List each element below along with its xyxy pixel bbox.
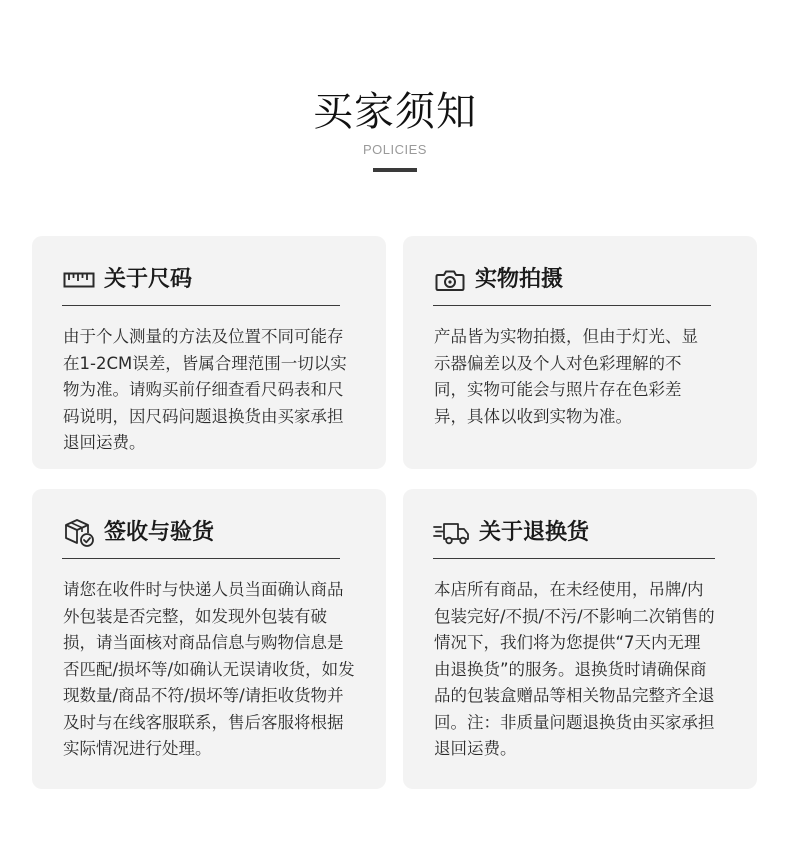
card-title: 实物拍摄 <box>475 267 564 292</box>
page-title: 买家须知 <box>313 89 477 135</box>
card-header <box>62 515 214 551</box>
card-text: 产品皆为实物拍摄，但由于灯光、显示器偏差以及个人对色彩理解的不同，实物可能会与照片存在色彩差异，具体以收到实物为准。 <box>434 327 698 426</box>
card-title: 关于退换货 <box>479 520 590 545</box>
card-sizing <box>32 236 386 469</box>
card-title: 签收与验货 <box>104 520 215 545</box>
card-returns <box>403 489 757 789</box>
package-check-icon <box>62 516 96 550</box>
camera-icon <box>433 263 467 297</box>
page-subtitle: POLICIES <box>363 142 427 157</box>
card-header <box>62 262 192 298</box>
card-divider <box>433 305 711 306</box>
card-header <box>433 515 589 551</box>
card-title: 关于尺码 <box>104 267 193 292</box>
card-divider <box>433 558 715 559</box>
card-divider <box>62 558 340 559</box>
card-photography <box>403 236 757 469</box>
card-header <box>433 262 563 298</box>
title-underline <box>373 168 417 172</box>
delivery-truck-icon <box>433 516 471 550</box>
card-text: 由于个人测量的方法及位置不同可能存在1-2CM误差，皆属合理范围一切以实物为准。请购买前仔细查看尺码表和尺码说明，因尺码问题退换货由买家承担退回运费。 <box>63 327 347 452</box>
card-divider <box>62 305 340 306</box>
card-text: 本店所有商品，在未经使用，吊牌/内包装完好/不损/不污/不影响二次销售的情况下，我们将为您提供“7天内无理由退换货”的服务。退换货时请确保商品的包装盒赠品等相关物品完整齐全退回。注：非质量问题退换货由买家承担退回运费。 <box>434 580 715 758</box>
card-text: 请您在收件时与快递人员当面确认商品外包装是否完整，如发现外包装有破损，请当面核对商品信息与购物信息是否匹配/损坏等/如确认无误请收货，如发现数量/商品不符/损坏等/请拒收货物并及时与在线客服联系，售后客服将根据实际情况进行处理。 <box>63 580 355 758</box>
card-receipt-inspection <box>32 489 386 789</box>
ruler-icon <box>62 263 96 297</box>
